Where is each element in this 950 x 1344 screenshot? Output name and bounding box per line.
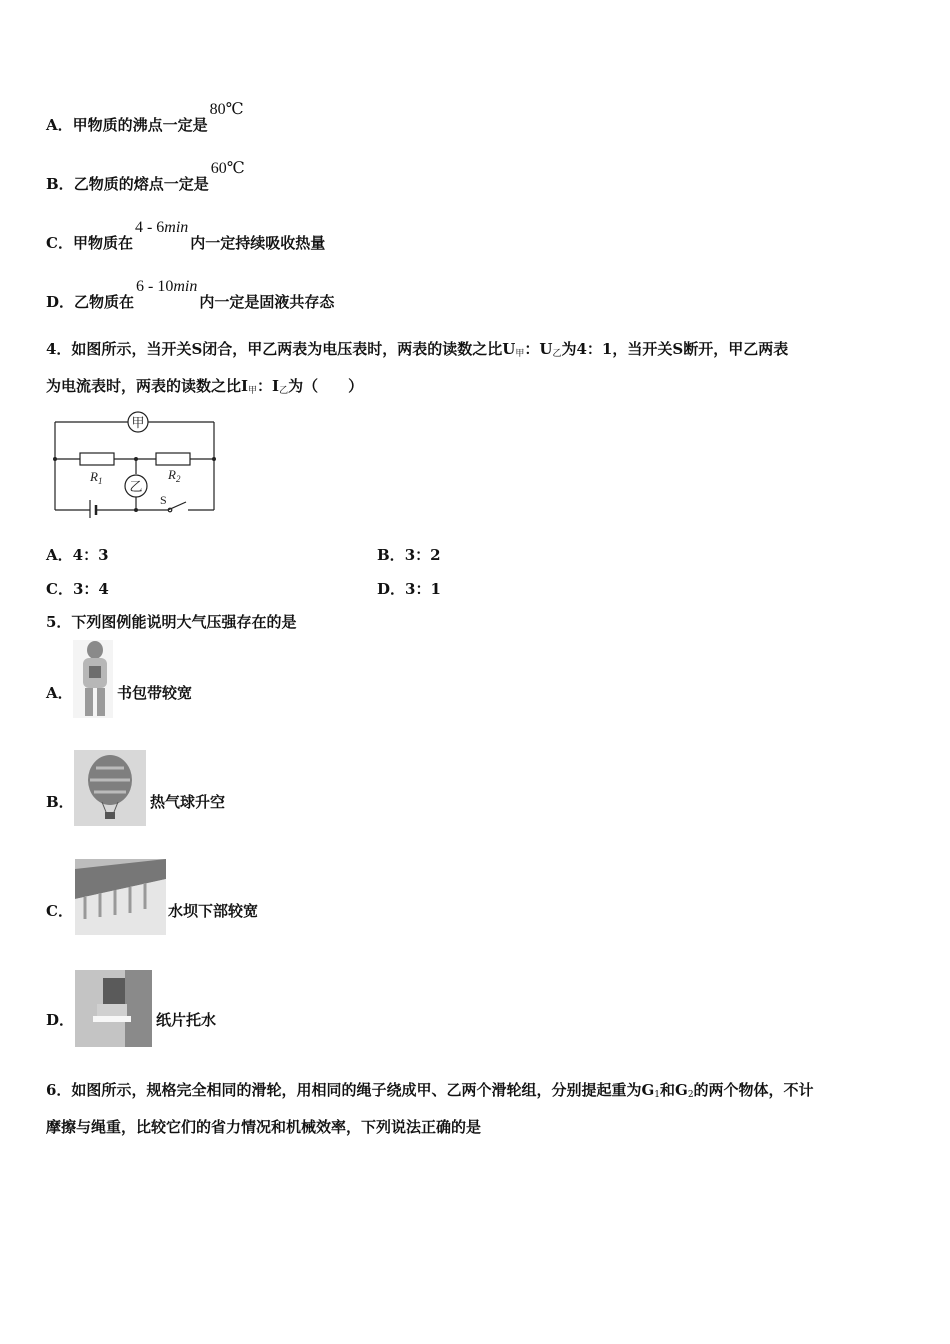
q5-option-b-letter: B． xyxy=(46,793,74,811)
q6-stem-line1 xyxy=(46,1080,814,1105)
q3-option-c-math-num: 4 - 6 xyxy=(134,219,165,236)
q3-option-d-text: 乙物质在 xyxy=(74,293,135,311)
q4-sub-jia: 甲 xyxy=(515,349,525,359)
q3-option-b xyxy=(46,160,247,195)
q4-option-b-letter: B． xyxy=(377,546,405,564)
q4-option-b-text: 3：2 xyxy=(404,546,441,564)
q5-option-d-letter: D． xyxy=(46,1011,75,1029)
q4-stem-line2-end: 为（ ） xyxy=(288,377,364,395)
q3-option-c xyxy=(46,219,326,254)
q3-option-c-after: 内一定持续吸收热量 xyxy=(190,234,326,252)
switch-pivot xyxy=(168,508,172,512)
leg-right xyxy=(97,688,105,716)
r2-letter: R xyxy=(168,467,176,482)
q5-stem xyxy=(46,612,296,632)
r1-letter: R xyxy=(90,469,98,484)
q3-option-d-math xyxy=(136,278,197,295)
q4-option-c-letter: C． xyxy=(46,580,73,598)
q3-option-b-text: 乙物质的熔点一定是 xyxy=(73,175,209,193)
q3-option-c-text: 甲物质在 xyxy=(72,234,133,252)
q4-line2-sub-yi: 乙 xyxy=(279,386,289,396)
q5-option-a-text: 书包带较宽 xyxy=(117,684,193,702)
q4-option-c xyxy=(46,578,109,599)
student-backpack-photo xyxy=(73,640,113,718)
pocket xyxy=(89,666,101,678)
q4-stem-text-b: 为4：1，当开关S断开，甲乙两表 xyxy=(561,340,789,358)
basket xyxy=(105,812,115,819)
q4-stem-text: 4．如图所示，当开关S闭合，甲乙两表为电压表时，两表的读数之比U xyxy=(46,340,516,358)
q5-option-c-text: 水坝下部较宽 xyxy=(168,902,259,920)
q6-stem-text: 6．如图所示，规格完全相同的滑轮，用相同的绳子绕成甲、乙两个滑轮组，分别提起重为G xyxy=(46,1081,655,1099)
q4-line2-colon: ：I xyxy=(257,377,280,395)
q4-option-d xyxy=(377,578,441,599)
r2-label xyxy=(167,467,181,484)
q3-option-a-text: 甲物质的沸点一定是 xyxy=(72,116,208,134)
resistor-r2 xyxy=(156,453,190,465)
q4-option-c-text: 3：4 xyxy=(72,580,109,598)
q3-option-d-letter: D． xyxy=(46,293,75,311)
q3-option-c-math xyxy=(135,219,188,236)
q4-option-b xyxy=(377,544,441,565)
q6-stem-line2 xyxy=(46,1117,481,1137)
meter-jia-label: 甲 xyxy=(131,415,145,430)
q3-option-c-math-unit: min xyxy=(164,219,189,236)
q3-option-a-math: 80℃ xyxy=(209,101,244,118)
q4-circuit-diagram xyxy=(50,408,222,518)
q3-option-d-math-num: 6 - 10 xyxy=(136,278,174,295)
q4-stem-line2 xyxy=(46,376,363,401)
resistor-r1 xyxy=(80,453,114,465)
junction-left xyxy=(53,457,57,461)
paper-card xyxy=(93,1016,131,1022)
hot-air-balloon-photo xyxy=(74,750,146,826)
q5-stem-text: 5．下列图例能说明大气压强存在的是 xyxy=(46,613,297,631)
q3-option-d xyxy=(46,278,335,313)
cup xyxy=(97,1004,127,1018)
q4-stem-line1 xyxy=(46,339,788,364)
r1-sub: 1 xyxy=(97,476,103,486)
junction-mid xyxy=(134,457,138,461)
q3-option-b-letter: B． xyxy=(46,175,74,193)
q6-g1-sub: 1 xyxy=(654,1090,660,1100)
q4-stem-line2-text: 为电流表时，两表的读数之比I xyxy=(46,377,249,395)
q3-option-a-letter: A． xyxy=(46,116,73,134)
q5-option-d-text: 纸片托水 xyxy=(156,1011,217,1029)
q6-and: 和G xyxy=(660,1081,688,1099)
q4-colon: ：U xyxy=(524,340,553,358)
q4-option-d-text: 3：1 xyxy=(405,580,441,598)
q5-option-b-text: 热气球升空 xyxy=(150,793,226,811)
q4-option-a-letter: A． xyxy=(46,546,73,564)
hand xyxy=(103,978,125,1008)
q3-option-d-after: 内一定是固液共存态 xyxy=(199,293,335,311)
r1-label xyxy=(89,469,102,486)
q6-stem-text-b: 的两个物体，不计 xyxy=(693,1081,814,1099)
q4-option-d-letter: D． xyxy=(377,580,406,598)
dam-photo xyxy=(75,859,166,935)
r2-sub: 2 xyxy=(175,474,181,484)
leg-left xyxy=(85,688,93,716)
q6-stem-line2-text: 摩擦与绳重，比较它们的省力情况和机械效率，下列说法正确的是 xyxy=(46,1118,482,1136)
q5-option-a-letter: A． xyxy=(46,684,73,702)
q3-option-a xyxy=(46,101,246,136)
q4-sub-yi: 乙 xyxy=(552,349,562,359)
q4-option-a-text: 4：3 xyxy=(72,546,109,564)
q3-option-c-letter: C． xyxy=(46,234,73,252)
q4-option-a xyxy=(46,544,109,565)
q5-option-c-letter: C． xyxy=(46,902,73,920)
junction-bottom xyxy=(134,508,138,512)
switch-label: S xyxy=(160,493,167,507)
junction-right xyxy=(212,457,216,461)
q6-g2-sub: 2 xyxy=(687,1090,694,1100)
q3-option-d-math-unit: min xyxy=(173,278,198,295)
head xyxy=(87,641,103,659)
paper-holds-water-photo xyxy=(75,970,152,1047)
meter-yi-label: 乙 xyxy=(129,479,143,494)
q4-line2-sub-jia: 甲 xyxy=(248,386,258,396)
background-wall xyxy=(125,970,152,1047)
q3-option-b-math: 60℃ xyxy=(210,160,245,177)
